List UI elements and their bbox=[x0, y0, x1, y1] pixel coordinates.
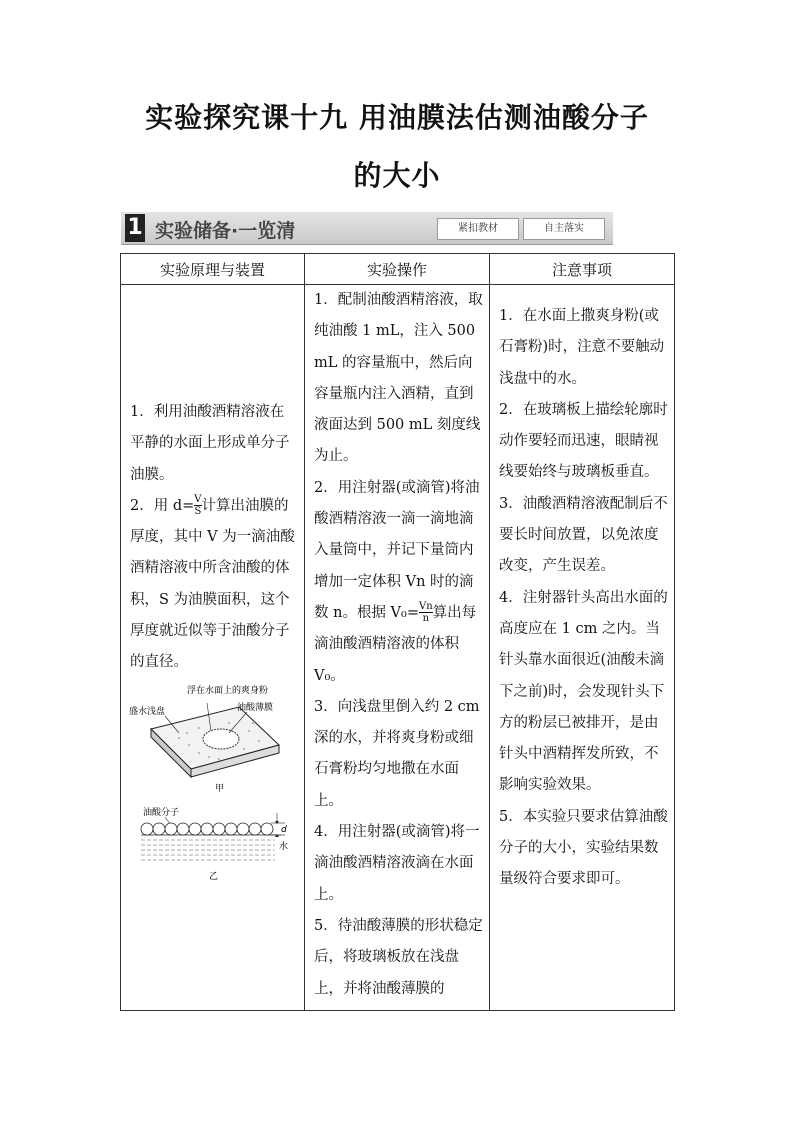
textbook-button[interactable]: 紧扣教材 bbox=[437, 218, 519, 240]
notes-p1: 1．在水面上撒爽身粉(或石膏粉)时，注意不要触动浅盘中的水。 bbox=[499, 308, 665, 387]
header-principle: 实验原理与装置 bbox=[121, 254, 305, 285]
self-study-button[interactable]: 自主落实 bbox=[523, 218, 605, 240]
section-number: 1 bbox=[125, 214, 145, 242]
molecule-row bbox=[141, 823, 273, 835]
operation-p3: 3．向浅盘里倒入约 2 cm 深的水，并将爽身粉或细石膏粉均匀地撒在水面上。 bbox=[314, 698, 480, 809]
notes-p2: 2．在玻璃板上描绘轮廓时动作要轻而迅速，眼睛视线要始终与玻璃板垂直。 bbox=[499, 401, 668, 481]
oil-film-shape bbox=[203, 729, 239, 749]
v0-fraction: $\frac{Vn}{n}$ bbox=[419, 601, 433, 625]
page-title-line2: 的大小 bbox=[353, 159, 441, 192]
operation-p1: 1．配制油酸酒精溶液，取纯油酸 1 mL，注入 500 mL 的容量瓶中，然后向容量瓶内注入酒精，直到液面达到 500 mL 刻度线为止。 bbox=[314, 292, 483, 465]
operation-p2: 2．用注射器(或滴管)将油酸酒精溶液一滴一滴地滴入量筒中，并记下量筒内增加一定体积 Vn 时的滴数 n。根据 V₀= $\frac{Vn}{n}$ 算出每滴油酸酒精溶液的体积 V₀。 bbox=[314, 479, 480, 684]
formula-fraction: $\frac{V}{S}$ bbox=[194, 494, 202, 518]
principle-p1: 1．利用油酸酒精溶液在平静的水面上形成单分子油膜。 bbox=[130, 404, 290, 483]
notes-p5: 5．本实验只要求估算油酸分子的大小，实验结果数量级符合要求即可。 bbox=[499, 808, 668, 888]
label-film: 油酸薄膜 bbox=[237, 702, 274, 713]
principle-cell bbox=[121, 285, 305, 1011]
page-title-line1: 实验探究课十九 用油膜法估测油酸分子 bbox=[145, 101, 649, 134]
notes-cell bbox=[490, 285, 675, 1011]
section-title: 实验储备·一览清 bbox=[155, 220, 296, 242]
operation-p5: 5．待油酸薄膜的形状稳定后，将玻璃板放在浅盘上，并将油酸薄膜的 bbox=[314, 917, 483, 997]
label-tray: 盛水浅盘 bbox=[129, 706, 166, 717]
label-jia: 甲 bbox=[215, 783, 225, 794]
operation-cell bbox=[305, 285, 490, 1011]
label-float-powder: 浮在水面上的爽身粉 bbox=[187, 685, 269, 696]
header-notes: 注意事项 bbox=[490, 254, 675, 285]
label-water: 水 bbox=[279, 841, 289, 852]
label-molecule: 油酸分子 bbox=[143, 807, 180, 818]
label-d: d bbox=[281, 824, 287, 835]
principle-p2: 2．用 d= $\frac{V}{S}$ 计算出油膜的厚度，其中 V 为一滴油酸酒精溶液中所含油酸的体积，S 为油膜面积，这个厚度就近似等于油酸分子的直径。 bbox=[130, 494, 295, 671]
operation-p4: 4．用注射器(或滴管)将一滴油酸酒精溶液滴在水面上。 bbox=[314, 824, 480, 903]
label-yi: 乙 bbox=[209, 871, 219, 882]
section-banner bbox=[121, 212, 613, 245]
notes-p4: 4．注射器针头高出水面的高度应在 1 cm 之内。当针头靠水面很近(油酸未滴下之前)时，会发现针头下方的粉层已被排开，是由针头中酒精挥发所致，不影响实验效果。 bbox=[499, 589, 668, 794]
apparatus-figure bbox=[129, 683, 293, 883]
notes-p3: 3．油酸酒精溶液配制后不要长时间放置，以免浓度改变，产生误差。 bbox=[499, 495, 668, 575]
experiment-table bbox=[120, 253, 675, 1011]
header-operation: 实验操作 bbox=[305, 254, 490, 285]
